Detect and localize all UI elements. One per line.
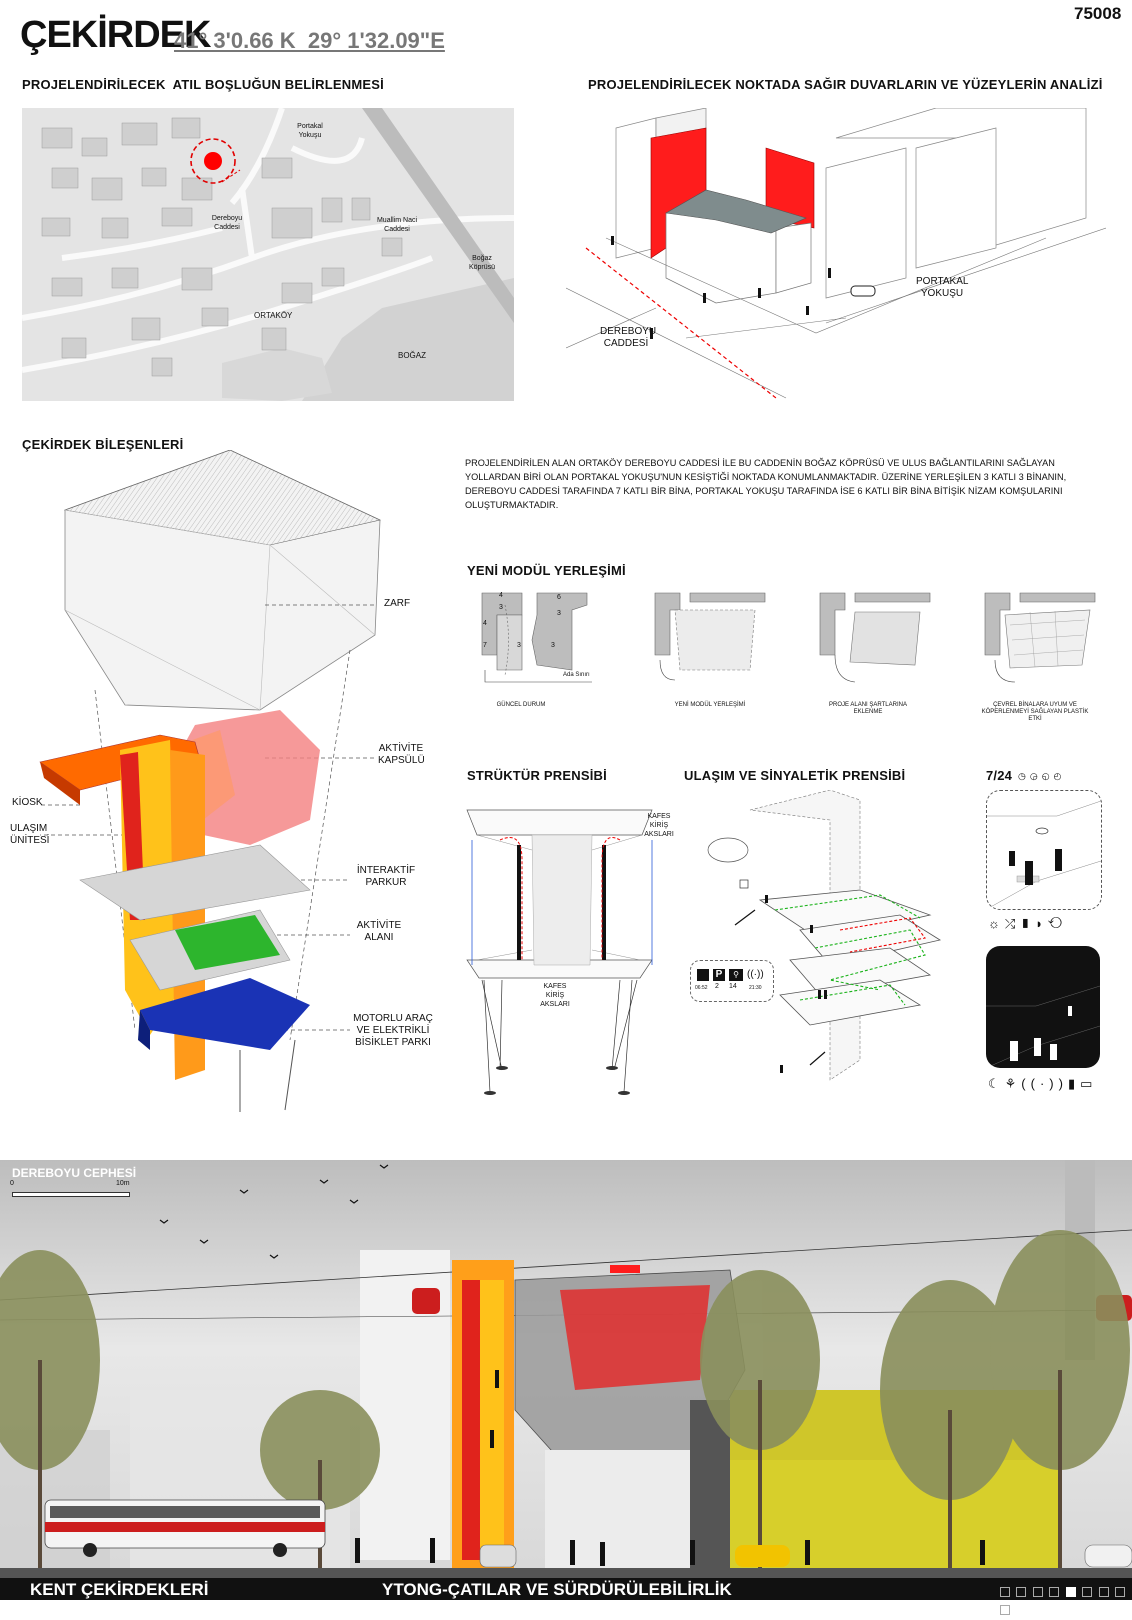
site-map: [22, 108, 514, 401]
map-label-bogaz: BOĞAZ: [398, 351, 427, 360]
analysis-axonometric: [566, 108, 1106, 408]
coordinates: 41° 3'0.66 K 29° 1'32.09"E: [174, 28, 445, 53]
site-map-svg: [22, 108, 514, 401]
night-scene-panel: [986, 946, 1100, 1068]
floor-number: 3: [557, 610, 561, 617]
sign-value-3: 14: [729, 983, 737, 990]
sign-value-1: 06:52: [695, 985, 708, 991]
page-dot: [1016, 1587, 1026, 1597]
module-2-svg: [650, 590, 770, 690]
sign-value-4: 21:30: [749, 985, 762, 991]
scale-zero: 0: [10, 1180, 14, 1187]
analysis-label-dereboyu: DEREBOYU CADDESİ: [600, 326, 657, 349]
map-label-bogaz-koprusu: Boğaz Köprüsü: [468, 255, 496, 271]
module-3-svg: [815, 590, 935, 690]
page-dot: [1000, 1587, 1010, 1597]
scale-bar: [12, 1192, 130, 1197]
analysis-heading: PROJELENDİRİLECEK NOKTADA SAĞIR DUVARLARIN VE YÜZEYLERİN ANALİZİ: [588, 77, 1103, 92]
page-indicator: [1000, 1584, 1132, 1620]
module-caption-1: GÜNCEL DURUM: [496, 702, 546, 708]
page-dot: [1033, 1587, 1043, 1597]
page-dot-active: [1066, 1587, 1076, 1597]
module-diagram-2: [650, 590, 770, 690]
map-label-portakal: Portakal Yokuşu: [297, 123, 323, 139]
bicycle-icon: ⚲: [729, 969, 743, 981]
parking-icon: P: [713, 969, 725, 981]
clock-icons: ◷◶◵◴: [1018, 771, 1066, 781]
signal-icon: ((·)): [747, 969, 764, 980]
transport-svg: [680, 790, 960, 1100]
structure-heading: STRÜKTÜR PRENSİBİ: [467, 768, 607, 783]
footer-bar: [0, 1578, 1132, 1600]
elevation-render: [0, 1160, 1132, 1578]
floor-number: 7: [483, 642, 487, 649]
floor-number: 6: [557, 594, 561, 601]
structure-svg: [462, 800, 662, 1100]
floor-number: 4: [483, 620, 487, 627]
ada-siniri-label: Ada Sınırı: [563, 672, 590, 678]
map-heading: PROJELENDİRİLECEK ATIL BOŞLUĞUN BELİRLENMESİ: [22, 77, 384, 92]
transport-diagram: [680, 790, 960, 1100]
page-dot: [1115, 1587, 1125, 1597]
components-heading: ÇEKİRDEK BİLEŞENLERİ: [22, 437, 184, 452]
footer-left-title: KENT ÇEKİRDEKLERİ: [30, 1580, 209, 1599]
module-4-svg: [980, 590, 1100, 690]
map-label-dereboyu: Dereboyu Caddesi: [211, 215, 243, 231]
module-diagram-1: [477, 590, 597, 690]
day-icons-row: ☼⤮▮◗⟲: [988, 916, 1067, 931]
elevation-svg: [0, 1160, 1132, 1578]
label-interaktif-parkur: İNTERAKTİF PARKUR: [356, 865, 416, 888]
floor-number: 3: [499, 604, 503, 611]
analysis-label-portakal: PORTAKAL YOKUŞU: [916, 276, 969, 299]
page-title: ÇEKİRDEK: [20, 14, 211, 56]
label-zarf: ZARF: [384, 598, 411, 609]
module-heading: YENİ MODÜL YERLEŞİMİ: [467, 563, 626, 578]
module-caption-4: ÇEVREL BİNALARA UYUM VE KÖPERLENMEYİ SAĞLAYAN PLASTİK ETKİ: [981, 702, 1089, 722]
map-label-muallim: Muallim Naci Caddesi: [376, 217, 418, 233]
floor-number: 3: [551, 642, 555, 649]
label-kiosk: KİOSK: [12, 797, 43, 808]
scale-max: 10m: [116, 1180, 130, 1187]
module-caption-3: PROJE ALANI ŞARTLARINA EKLENME: [829, 702, 907, 715]
footer-center-title: YTONG-ÇATILAR VE SÜRDÜRÜLEBİLİRLİK: [382, 1580, 732, 1599]
module-caption-2: YENİ MODÜL YERLEŞİMİ: [674, 702, 746, 708]
map-label-ortakoy: ORTAKÖY: [254, 311, 293, 320]
page-dot: [1049, 1587, 1059, 1597]
project-number: 75008: [1074, 4, 1122, 23]
floor-number: 4: [499, 592, 503, 599]
night-icons-row: ☾⚘((·))▮▭: [988, 1076, 1098, 1091]
structure-label-top: KAFES KİRİŞ AKSLARI: [644, 813, 674, 838]
sign-value-2: 2: [715, 983, 719, 990]
elevation-title: DEREBOYU CEPHESİ: [12, 1166, 137, 1180]
floor-number: 3: [517, 642, 521, 649]
day-scene-panel: [986, 790, 1102, 910]
day-scene-svg: [987, 791, 1101, 909]
timetable-icon: [697, 969, 709, 981]
module-diagram-4: [980, 590, 1100, 690]
structure-label-bottom: KAFES KİRİŞ AKSLARI: [540, 983, 570, 1008]
label-aktivite-alani: AKTİVİTE ALANI: [356, 920, 402, 943]
transport-heading: ULAŞIM VE SİNYALETİK PRENSİBİ: [684, 768, 906, 783]
analysis-svg: [566, 108, 1106, 408]
page-dot: [1099, 1587, 1109, 1597]
page-dot: [1082, 1587, 1092, 1597]
label-aktivite-kapsulu: AKTİVİTE KAPSÜLÜ: [378, 743, 425, 766]
page-dot: [1000, 1605, 1010, 1615]
module-diagram-3: [815, 590, 935, 690]
night-scene-svg: [986, 946, 1100, 1068]
description-paragraph: PROJELENDİRİLEN ALAN ORTAKÖY DEREBOYU CADDESİ İLE BU CADDENİN BOĞAZ KÖPRÜSÜ VE ULUS BAĞLANTILARINI SAĞLAYAN YOLLARDAN BİRİ OLAN PORTAKAL YOKUŞU'NUN KESİŞTİĞİ NOKTADA KONUMLANMAKTADIR. ÜZERİNE YERLEŞİLEN 3 KATLI 3 BİNANIN, DEREBOYU CADDESİ TARAFINDA 7 KATLI BİR BİNA, PORTAKAL YOKUŞU TARAFINDA İSE 6 KATLI BİR BİNA BİTİŞİK NİZAM KOMŞULARINI OLUŞTURMAKTADIR.: [465, 458, 1067, 510]
signage-panel: [690, 960, 774, 1002]
label-ulasim-unitesi: ULAŞIM ÜNİTESİ: [10, 823, 50, 846]
label-motorlu: MOTORLU ARAÇ VE ELEKTRİKLİ BİSİKLET PARKI: [353, 1013, 433, 1048]
components-exploded-diagram: [10, 450, 440, 1140]
time-heading: 7/24: [986, 768, 1013, 783]
structure-diagram: [462, 800, 674, 1100]
